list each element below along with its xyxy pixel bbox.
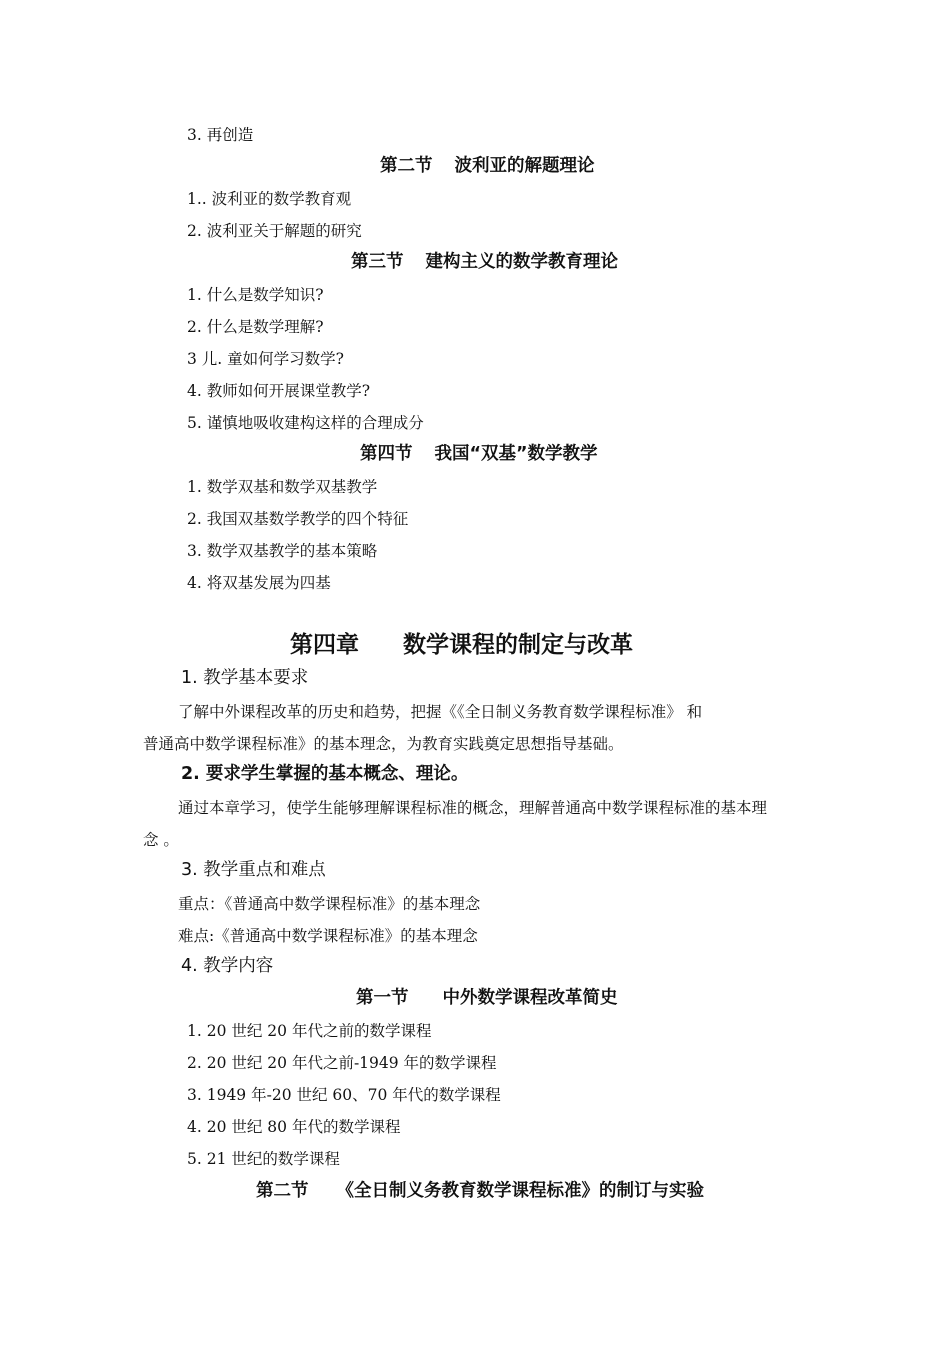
paragraph-line: 了解中外课程改革的历史和趋势，把握《《全日制义务教育数学课程标准》 和 [178,703,703,721]
list-item: 1.. 波利亚的数学教育观 [187,190,352,208]
paragraph-line: 通过本章学习，使学生能够理解课程标准的概念，理解普通高中数学课程标准的基本理 [178,799,768,817]
list-item: 2. 什么是数学理解? [187,318,324,336]
list-item: 4. 教师如何开展课堂教学? [187,382,371,400]
section-heading [356,987,618,1009]
paragraph-line: 念 。 [143,831,179,849]
list-item: 4. 将双基发展为四基 [187,574,331,592]
section-title: 《全日制义务教育数学课程标准》的制订与实验 [336,1181,704,1201]
difficulty-line: 难点:《普通高中数学课程标准》的基本理念 [178,927,478,945]
subheading-focus: 3. 教学重点和难点 [181,860,326,880]
section-label: 第一节 [356,988,409,1008]
section-title: 波利亚的解题理论 [454,156,595,176]
section-heading [380,155,595,177]
subheading-content: 4. 教学内容 [181,956,274,976]
list-item: 4. 20 世纪 80 年代的数学课程 [187,1118,401,1136]
list-item: 1. 数学双基和数学双基教学 [187,478,378,496]
section-label: 第二节 [256,1181,309,1201]
paragraph-line: 普通高中数学课程标准》的基本理念，为教育实践奠定思想指导基础。 [143,735,624,753]
key-point-line: 重点：《普通高中数学课程标准》的基本理念 [178,895,481,913]
section-heading [351,251,618,273]
section-label: 第三节 [351,252,404,272]
subheading-concepts: 2. 要求学生掌握的基本概念、理论。 [181,764,469,784]
list-item: 3. 再创造 [187,126,254,144]
list-item: 2. 20 世纪 20 年代之前-1949 年的数学课程 [187,1054,497,1072]
section-label: 第二节 [380,156,433,176]
section-heading [360,443,598,465]
list-item: 5. 谨慎地吸收建构这样的合理成分 [187,414,424,432]
section-title: 我国“双基”数学教学 [434,444,598,464]
list-item: 5. 21 世纪的数学课程 [187,1150,340,1168]
subheading-requirements: 1. 教学基本要求 [181,668,309,688]
list-item: 3. 1949 年-20 世纪 60、70 年代的数学课程 [187,1086,501,1104]
list-item: 3 儿. 童如何学习数学? [187,350,344,368]
list-item: 3. 数学双基教学的基本策略 [187,542,378,560]
list-item: 2. 我国双基数学教学的四个特征 [187,510,409,528]
chapter-label: 第四章 [290,632,359,658]
chapter-title [290,631,633,659]
section-title: 中外数学课程改革简史 [442,988,618,1008]
list-item: 2. 波利亚关于解题的研究 [187,222,362,240]
section-heading [256,1180,704,1202]
list-item: 1. 什么是数学知识? [187,286,324,304]
list-item: 1. 20 世纪 20 年代之前的数学课程 [187,1022,432,1040]
chapter-name: 数学课程的制定与改革 [403,632,633,658]
section-label: 第四节 [360,444,413,464]
section-title: 建构主义的数学教育理论 [425,252,618,272]
